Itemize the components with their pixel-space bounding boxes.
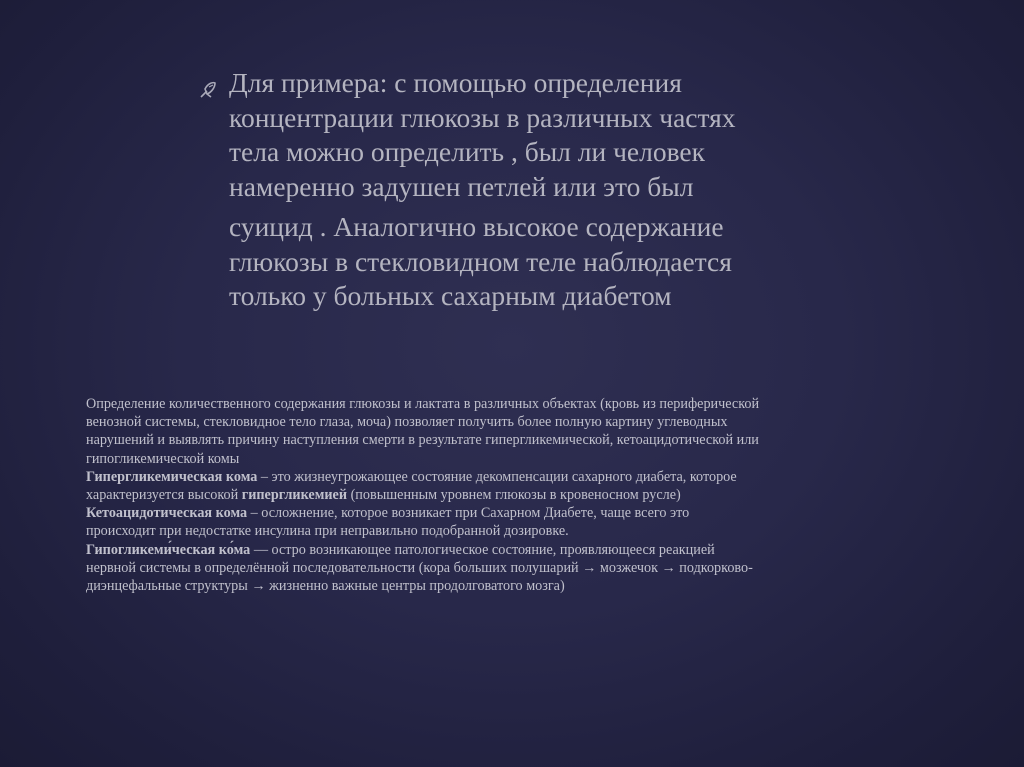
hyper-definition-line (86, 468, 926, 486)
main-line: глюкозы в стекловидном теле наблюдается (229, 245, 732, 277)
hyper-definition-line (86, 486, 926, 504)
hyper-line2-end: (повышенным уровнем глюкозы в кровеносном русле) (347, 487, 681, 504)
notes-intro-line: нарушений и выявлять причину наступления смерти в результате гипергликемической, кетоацидотической или (86, 432, 759, 449)
main-line: суицид . Аналогично высокое содержание (229, 211, 724, 242)
main-paragraph (229, 66, 849, 314)
notes-intro-line: Определение количественного содержания глюкозы и лактата в различных объектах (кровь из периферической (86, 396, 760, 412)
hypo-line1-rest: — остро возникающее патологическое состояние, проявляющееся реакцией (250, 541, 715, 558)
hyper-line2-bold: гипергликемией (241, 487, 348, 504)
main-line: только у больных сахарным диабетом (229, 280, 672, 311)
hypo-term: Гипогликеми́ческая ко́ма (86, 541, 251, 558)
notes-block (86, 395, 926, 595)
hyper-line2-start: характеризуется высокой (86, 487, 242, 504)
notes-intro-line: венозной системы, стекловидное тело глаза, моча) позволяет получить более полную картину углеводных (86, 414, 728, 431)
main-line: намеренно задушен петлей или это был (229, 170, 694, 202)
hypo-definition-line: нервной системы в определённой последовательности (кора больших полушарий → мозжечок → подкорково- (86, 559, 753, 576)
feather-pen-icon (198, 80, 218, 100)
keto-definition-line (86, 504, 926, 522)
hypo-definition-line: диэнцефальные структуры → жизненно важные центры продолговатого мозга) (86, 578, 565, 595)
keto-definition-line: происходит при недостатке инсулина при неправильно подобранной дозировке. (86, 523, 569, 540)
hyper-line1-rest: – это жизнеугрожающее состояние декомпенсации сахарного диабета, которое (257, 468, 737, 485)
notes-intro-line: гипогликемической комы (86, 450, 240, 467)
main-line: Для примера: с помощью определения (229, 67, 682, 98)
keto-line1-rest: – осложнение, которое возникает при Сахарном Диабете, чаще всего это (247, 505, 690, 522)
hypo-definition-line (86, 541, 926, 559)
main-line: концентрации глюкозы в различных частях (229, 101, 736, 133)
keto-term: Кетоацидотическая кома (86, 505, 248, 522)
hyper-term: Гипергликемическая кома (86, 468, 258, 485)
main-line: тела можно определить , был ли человек (229, 136, 705, 167)
